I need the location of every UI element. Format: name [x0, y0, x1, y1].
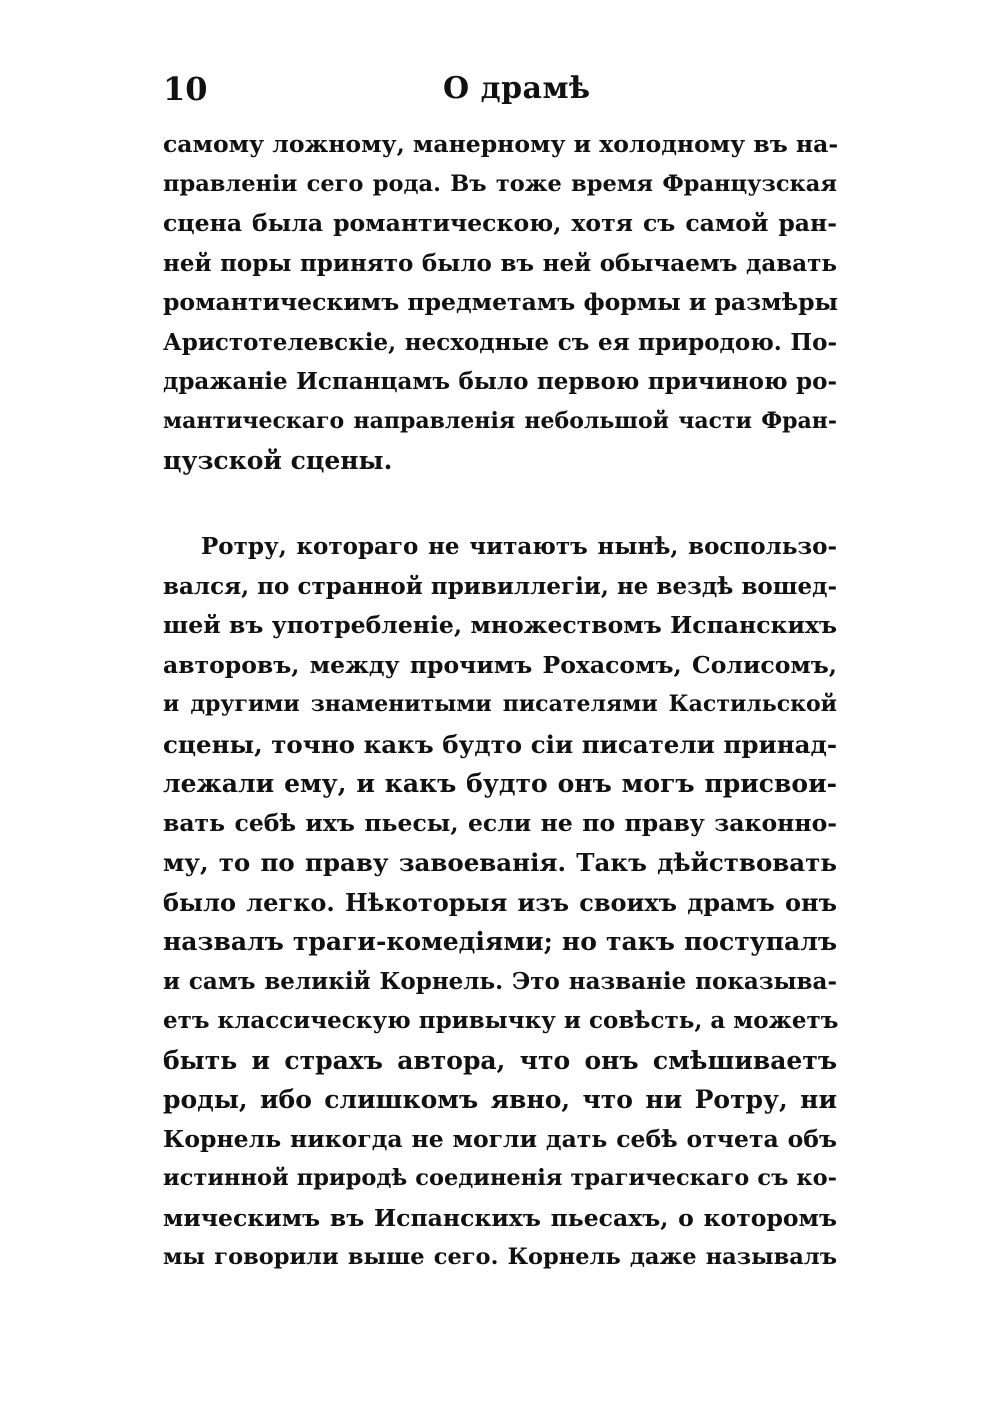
text-line: роды, ибо слишкомъ явно, что ни Ротру, ни	[163, 1085, 837, 1114]
text-line: романтическимъ предметамъ формы и размѣры	[163, 288, 839, 316]
text-line: назвалъ траги-комедіями; но такъ поступалъ	[163, 927, 837, 956]
text-line: етъ классическую привычку и совѣсть, а можетъ	[163, 1007, 839, 1034]
text-line: му, то по праву завоеванія. Такъ дѣйствовать	[163, 848, 837, 877]
text-line: дражаніе Испанцамъ было первою причиною ро-	[163, 368, 837, 395]
text-line: Ротру, котораго не читаютъ нынѣ, воспользо-	[201, 533, 837, 560]
text-line: и самъ великій Корнель. Это названіе показыва-	[163, 967, 837, 995]
text-line: было легко. Нѣкоторыя изъ своихъ драмъ онъ	[163, 887, 837, 917]
text-line: авторовъ, между прочимъ Рохасомъ, Солисомъ,	[163, 650, 837, 679]
text-line: истинной природѣ соединенія трагическаго съ ко-	[163, 1165, 837, 1191]
text-line: ней поры принято было въ ней обычаемъ давать	[163, 249, 837, 277]
page-number: 10	[163, 70, 208, 108]
text-line: быть и страхъ автора, что онъ смѣшиваетъ	[163, 1045, 837, 1075]
running-head	[163, 66, 837, 112]
text-line: вать себѣ ихъ пьесы, если не по праву законно-	[163, 808, 837, 837]
text-line: мантическаго направленія небольшой части Фран-	[163, 407, 837, 434]
text-line: сцена была романтическою, хотя съ самой ран-	[163, 209, 837, 237]
text-line: цузской сцены.	[163, 446, 393, 475]
text-line: правленіи сего рода. Въ тоже время Французская	[163, 170, 837, 197]
paragraph-2	[163, 527, 837, 1278]
text-line: Аристотелевскіе, несходные съ ея природою. По-	[163, 328, 837, 356]
running-title: О драмѣ	[443, 71, 591, 106]
text-line: мы говорили выше сего. Корнель даже называлъ	[163, 1244, 837, 1270]
text-line: самому ложному, манерному и холодному въ на-	[163, 130, 839, 158]
text-line: Корнель никогда не могли дать себѣ отчета объ	[163, 1124, 837, 1153]
text-line: вался, по странной привиллегіи, не вездѣ вошед-	[163, 572, 837, 600]
text-line: сцены, точно какъ будто сіи писатели принад-	[163, 729, 837, 759]
text-line: шей въ употребленіе, множествомъ Испанскихъ	[163, 611, 837, 639]
text-line: лежали ему, и какъ будто онъ могъ присвои-	[163, 769, 837, 798]
text-line: и другими знаменитыми писателями Кастильской	[163, 691, 837, 717]
paragraph-1	[163, 125, 837, 481]
text-line: мическимъ въ Испанскихъ пьесахъ, о которомъ	[163, 1203, 837, 1232]
